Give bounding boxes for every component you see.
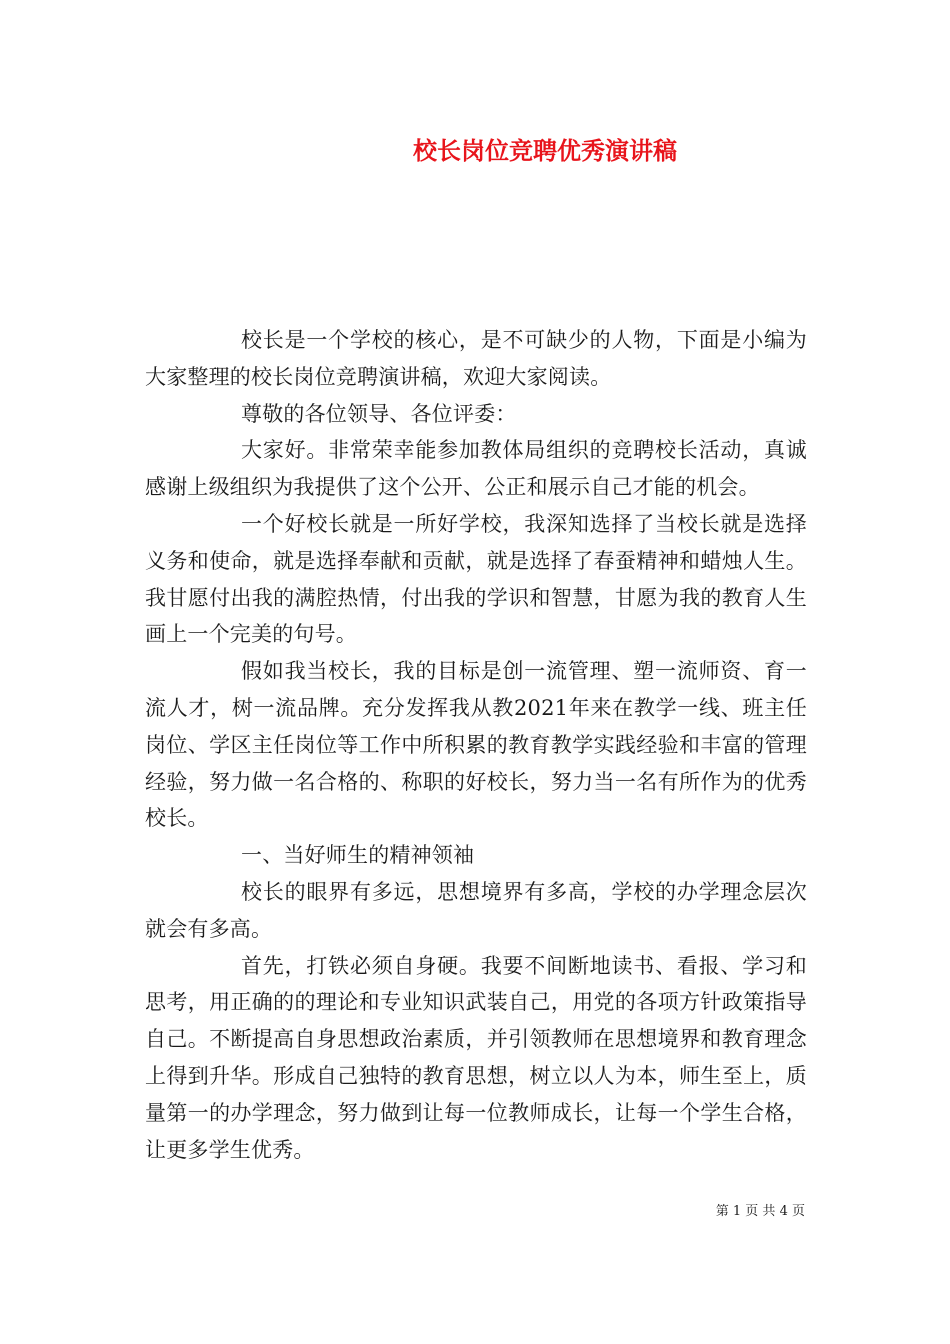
paragraph-first-point: 首先，打铁必须自身硬。我要不间断地读书、看报、学习和思考，用正确的的理论和专业知识武装自己，用党的各项方针政策指导自己。不断提高自身思想政治素质，并引领教师在思想境界和教育理念上得到升华。形成自己独特的教育思想，树立以人为本，师生至上，质量第一的办学理念，努力做到让每一位教师成长，让每一个学生合格，让更多学生优秀。: [145, 953, 807, 1162]
section-heading-1: 一、当好师生的精神领袖: [241, 843, 475, 868]
paragraph-vision: 校长的眼界有多远，思想境界有多高，学校的办学理念层次就会有多高。: [145, 879, 807, 941]
paragraph-salutation: 尊敬的各位领导、各位评委：: [241, 401, 517, 426]
footer-total-pages: 4: [779, 1204, 788, 1219]
footer-middle: 页 共: [745, 1204, 776, 1219]
paragraph-goals: 假如我当校长，我的目标是创一流管理、塑一流师资、育一流人才，树一流品牌。充分发挥我从教2021年来在教学一线、班主任岗位、学区主任岗位等工作中所积累的教育教学实践经验和丰富的管理经验，努力做一名合格的、称职的好校长，努力当一名有所作为的优秀校长。: [145, 659, 807, 831]
paragraph-intro: 校长是一个学校的核心，是不可缺少的人物，下面是小编为大家整理的校长岗位竞聘演讲稿，欢迎大家阅读。: [145, 328, 807, 389]
footer-suffix: 页: [791, 1204, 805, 1219]
paragraph-greeting: 大家好。非常荣幸能参加教体局组织的竞聘校长活动，真诚感谢上级组织为我提供了这个公开、公正和展示自己才能的机会。: [145, 438, 807, 500]
paragraph-commitment: 一个好校长就是一所好学校，我深知选择了当校长就是选择义务和使命，就是选择奉献和贡献，就是选择了春蚕精神和蜡烛人生。我甘愿付出我的满腔热情，付出我的学识和智慧，甘愿为我的教育人生画上一个完美的句号。: [145, 511, 807, 647]
document-title: 校长岗位竞聘优秀演讲稿: [413, 136, 677, 165]
document-body: [145, 322, 807, 1168]
footer-current-page: 1: [732, 1204, 742, 1219]
footer-prefix: 第: [715, 1204, 729, 1219]
page-footer: [716, 1203, 805, 1221]
